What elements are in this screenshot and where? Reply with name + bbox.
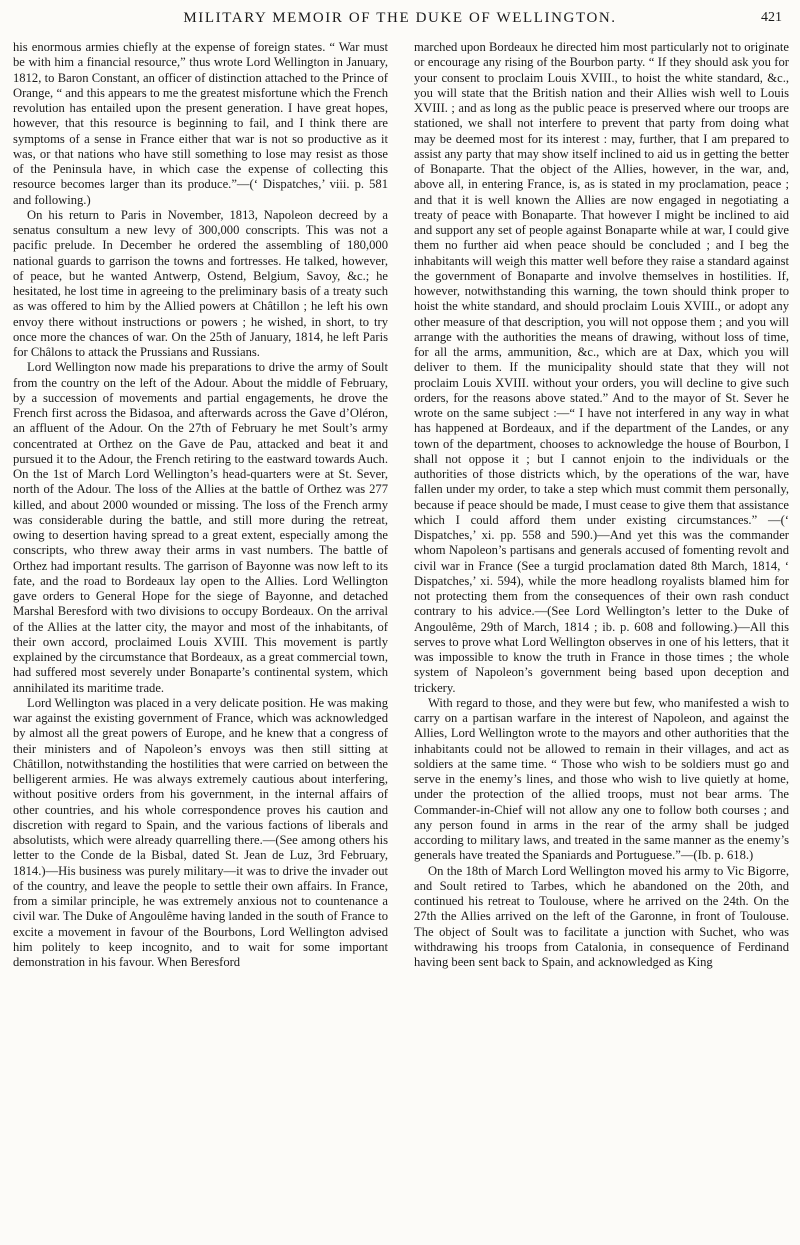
paragraph: his enormous armies chiefly at the expense of foreign states. “ War must be with him a financial resource,” thus wrote Lord Wellington in January, 1812, to Baron Constant, an officer of distinction attached to the Prince of Orange, “ and this appears to me the greatest misfortune which the French revolution has entailed upon the present generation. I have great hopes, however, that this resource is beginning to fail, and I think there are symptoms of a sense in France either that war is not so productive as it was, or that nations who have still something to lose may resist as those of the Peninsula have, in which case the expense of collecting this resource becomes larger than its produce.”—(‘ Dispatches,’ viii. p. 581 and following.)	[13, 40, 388, 207]
paragraph: With regard to those, and they were but few, who manifested a wish to carry on a partisan warfare in the interest of Napoleon, and against the Allies, Lord Wellington wrote to the mayors and other authorities that the inhabitants could not be allowed to remain in their villages, and act as soldiers at the same time. “ Those who wish to be soldiers must go and serve in the enemy’s lines, and those who wish to live quietly at home, under the protection of the allied troops, must not bear arms. The Commander-in-Chief will not allow any one to follow both courses ; and any person found in arms in the rear of the army shall be judged according to military laws, and treated in the same manner as the enemy’s generals have treated the Spaniards and Portuguese.”—(Ib. p. 618.)	[414, 695, 789, 863]
page-number: 421	[761, 10, 782, 25]
running-header	[0, 8, 800, 34]
paragraph: On his return to Paris in November, 1813, Napoleon decreed by a senatus consultum a new levy of 300,000 conscripts. This was not a pacific prelude. In December he ordered the assembling of 180,000 national guards to garrison the towns and fortresses. He talked, however, of peace, but he wanted Antwerp, Ostend, Belgium, Savoy, &c.; he hesitated, he lost time in agreeing to the preliminary basis of a treaty such as was offered to him by the Allied powers at Châtillon ; he left his own envoy there without instructions or powers ; he wished, in short, to try once more the chances of war. On the 25th of January, 1814, he left Paris for Châlons to attack the Prussians and Russians.	[13, 207, 388, 359]
running-title: MILITARY MEMOIR OF THE DUKE OF WELLINGTON.	[183, 10, 617, 26]
paragraph: Lord Wellington now made his preparations to drive the army of Soult from the country on the left of the Adour. About the middle of February, by a succession of movements and partial engagements, he drove the French first across the Bidasoa, and afterwards across the Gave d’Oléron, an affluent of the Adour. On the 27th of February he met Soult’s army concentrated at Orthez on the Gave de Pau, attacked and beat it and pursued it to the Adour, the French retiring to the eastward towards Auch. On the 1st of March Lord Wellington’s head-quarters were at St. Sever, north of the Adour. The loss of the Allies at the battle of Orthez was 277 killed, and about 2000 wounded or missing. The loss of the French army was considerable during the battle, and still more during the retreat, owing to desertion having spread to a great extent, especially among the conscripts, who threw away their arms in vast numbers. The battle of Orthez had important results. The garrison of Bayonne was now left to its fate, and the road to Bordeaux lay open to the Allies. Lord Wellington gave orders to General Hope for the siege of Bayonne, and detached Marshal Beresford with two divisions to occupy Bordeaux. On the arrival of the Allies at the latter city, the mayor and most of the inhabitants, of their own accord, proclaimed Louis XVIII. This movement is partly explained by the circumstance that Bordeaux, as a great commercial town, had suffered most severely under Bonaparte’s continental system, which annihilated its maritime trade.	[13, 360, 388, 695]
paragraph: marched upon Bordeaux he directed him most particularly not to originate or encourage any rising of the Bourbon party. “ If they should ask you for your consent to proclaim Louis XVIII., to hoist the white standard, &c., you will state that the British nation and their Allies wish well to Louis XVIII. ; and as long as the public peace is preserved where our troops are stationed, we shall not interfere to prevent that party from doing what may be deemed most for its interest : may, further, that I am prepared to assist any party that may show itself inclined to aid us in getting the better of Bonaparte. That the object of the Allies, however, in the war, and, above all, in entering France, is, as is stated in my proclamation, peace ; and that it is well known the Allies are now engaged in negotiating a treaty of peace with Bonaparte. That however I might be inclined to aid and support any set of people against Bonaparte while at war, I could give them no further aid when peace should be concluded ; and I beg the inhabitants will weigh this matter well before they raise a standard against the government of Bonaparte and involve themselves in hostilities. If, however, notwithstanding this warning, the town should think proper to hoist the white standard, and should proclaim Louis XVIII., or adopt any other measure of that description, you will not oppose them ; and you will arrange with the authorities the means of drawing, without loss of time, for all the arms, ammunition, &c., which are at Dax, which you will deliver to them. If the municipality should state that they will not proclaim Louis XVIII. without your orders, you will decline to give such orders, for the reasons above stated.” And to the mayor of St. Sever he wrote on the same subject :—“ I have not interfered in any way in what has happened at Bordeaux, and if the department of the Landes, or any town of the department, chooses to acknowledge the house of Bourbon, I shall not oppose it ; but I cannot enjoin to the individuals or the authorities of those districts which, by the operations of the war, have fallen under my order, to take a step which must commit them personally, because if peace should be made, I must cease to give them that assistance which I could afford them under existing circumstances.” —(‘ Dispatches,’ xi. pp. 558 and 590.)—And yet this was the commander whom Napoleon’s partisans and generals accused of fomenting revolt and civil war in France (See a turgid proclamation dated 8th March, 1814, ‘ Dispatches,’ xi. 594), while the more headlong royalists blamed him for not protecting them from the consequences of their own rash conduct contrary to his advice.—(See Lord Wellington’s letter to the Duke of Angoulême, 29th of March, 1814 ; ib. p. 608 and following.)—All this serves to prove what Lord Wellington observes in one of his letters, that it was impossible to know the truth in France in those times ; the whole system of Napoleon’s government being based upon deception and trickery.	[414, 40, 789, 695]
paragraph: Lord Wellington was placed in a very delicate position. He was making war against the existing government of France, which was acknowledged by almost all the great powers of Europe, and he knew that a congress of their ministers and of Napoleon’s envoys was then still sitting at Châtillon, notwithstanding the hostilities that were carried on between the belligerent armies. He was always extremely cautious about interfering, without positive orders from his government, in the internal affairs of other countries, and his whole correspondence proves his caution and discretion with regard to Spain, and the various factions of liberals and absolutists, which were already quarrelling there.—(See among others his letter to the Conde de la Bisbal, dated St. Jean de Luz, 3rd February, 1814.)—His business was purely military—it was to drive the invader out of the country, and leave the people to settle their own affairs. In France, from a similar principle, he was extremely anxious not to countenance a civil war. The Duke of Angoulême having landed in the south of France to excite a movement in favour of the Bourbons, Lord Wellington advised him politely to keep incognito, and to wait for some important demonstration in his favour. When Beresford	[13, 695, 388, 969]
left-column	[13, 40, 388, 970]
right-column	[414, 40, 789, 970]
paragraph: On the 18th of March Lord Wellington moved his army to Vic Bigorre, and Soult retired to Tarbes, which he abandoned on the 20th, and continued his retreat to Toulouse, where he arrived on the 24th. On the 27th the Allies arrived on the left of the Garonne, in front of Toulouse. The object of Soult was to facilitate a junction with Suchet, who was withdrawing his troops from Catalonia, in consequence of Ferdinand having been sent back to Spain, and acknowledged as King	[414, 863, 789, 969]
